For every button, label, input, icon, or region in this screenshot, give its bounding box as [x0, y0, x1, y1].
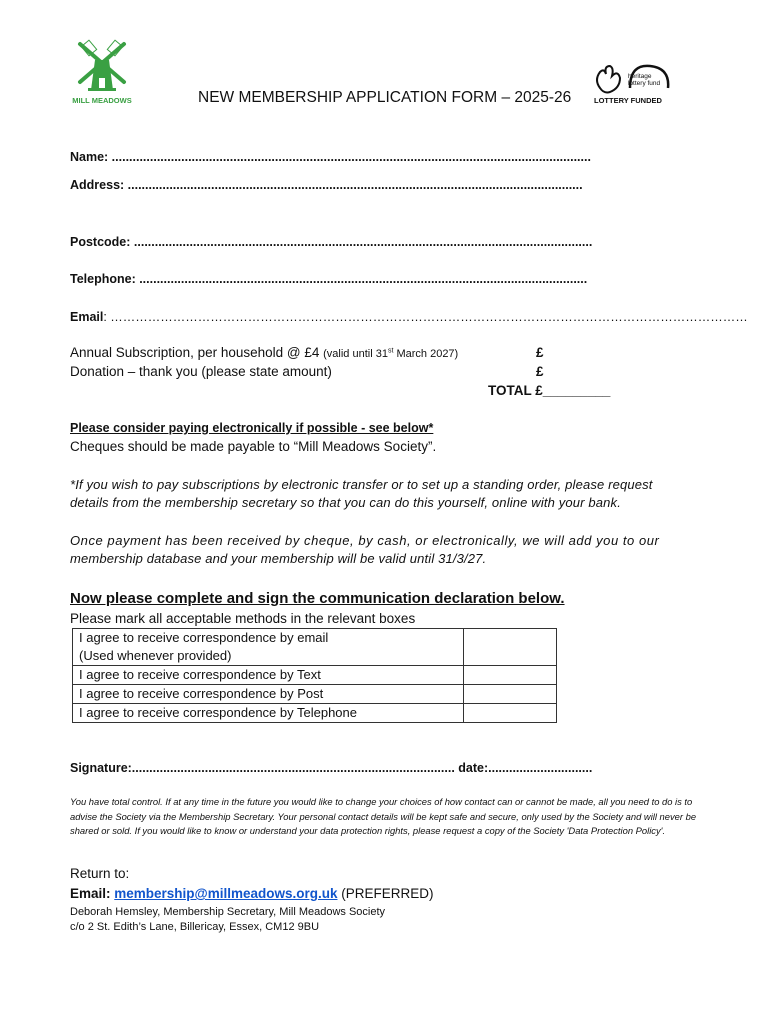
received-note-line2: membership database and your membership will be valid until 31/3/27. — [70, 551, 487, 566]
communication-heading: Now please complete and sign the communication declaration below. — [70, 590, 565, 607]
return-heading: Return to: — [70, 866, 130, 881]
return-email-label: Email: — [70, 886, 115, 901]
annual-validity-sup: st — [387, 347, 394, 355]
communication-instruction: Please mark all acceptable methods in the relevant boxes — [70, 611, 416, 626]
option-email-label — [73, 629, 464, 666]
electronic-payment-heading: Please consider paying electronically if possible - see below* — [70, 421, 434, 435]
heritage-text: heritage — [628, 73, 652, 80]
option-telephone-label: I agree to receive correspondence by Telephone — [73, 704, 464, 723]
mill-meadows-logo — [66, 38, 138, 108]
communication-table — [72, 628, 557, 723]
transfer-note-line1: *If you wish to pay subscriptions by electronic transfer or to set up a standing order, please request — [70, 477, 653, 492]
cheques-note: Cheques should be made payable to “Mill Meadows Society”. — [70, 439, 437, 454]
annual-subscription-line — [70, 345, 458, 360]
windmill-icon — [66, 38, 138, 108]
option-email-line1: I agree to receive correspondence by email — [79, 630, 329, 645]
telephone-field[interactable]: Telephone: ................................................................................................................................. — [70, 272, 588, 286]
lottery-fund-text: lottery fund — [628, 80, 661, 87]
option-text-label: I agree to receive correspondence by Text — [73, 666, 464, 685]
annual-validity-post: March 2027) — [393, 348, 459, 360]
return-address-line2: c/o 2 St. Edith’s Lane, Billericay, Essex, CM12 9BU — [70, 921, 320, 933]
privacy-note: You have total control. If at any time in the future you would like to change your choices of how contact can or cannot be made, all you need to do is to advise the Society via the Membership Secretary. Your personal contact details will be kept safe and secure, only used by the Society and will never be shared or sold. If you would like to know or understand your data protection rights, please request a copy of the Society 'Data Protection Policy'. — [70, 796, 697, 836]
total-blank: _________ — [542, 383, 611, 398]
logo-text: MILL MEADOWS — [72, 96, 132, 105]
table-row — [73, 666, 557, 685]
donation-line: Donation – thank you (please state amount) — [70, 364, 332, 379]
postcode-field[interactable]: Postcode: .................................................................................................................................... — [70, 235, 593, 249]
table-row — [73, 704, 557, 723]
annual-subscription-label: Annual Subscription, per household @ £4 — [70, 345, 324, 360]
table-row — [73, 629, 557, 666]
option-text-checkbox[interactable] — [464, 666, 557, 685]
signature-line[interactable]: Signature:............................................................................................. date:.............................. — [70, 761, 593, 775]
email-field-label: Email — [70, 310, 104, 324]
return-email-line — [70, 886, 434, 901]
email-field-dots: : ……………………………………………………………………………………………………………………………………… — [103, 310, 748, 324]
option-post-checkbox[interactable] — [464, 685, 557, 704]
total-line[interactable] — [488, 383, 610, 398]
lottery-logo — [590, 58, 676, 106]
annual-currency: £ — [536, 345, 544, 360]
return-address-line1: Deborah Hemsley, Membership Secretary, Mill Meadows Society — [70, 906, 386, 918]
address-field[interactable]: Address: ................................................................................................................................... — [70, 178, 583, 192]
option-email-checkbox[interactable] — [464, 629, 557, 666]
lottery-funded-text: LOTTERY FUNDED — [594, 96, 662, 105]
annual-validity-pre: (valid until 31 — [323, 348, 388, 360]
name-field[interactable]: Name: .......................................................................................................................................... — [70, 150, 591, 164]
email-field[interactable] — [70, 310, 748, 324]
return-preferred: (PREFERRED) — [337, 886, 434, 901]
option-email-line2: (Used whenever provided) — [79, 648, 232, 663]
lottery-hand-icon — [590, 58, 676, 106]
option-post-label: I agree to receive correspondence by Post — [73, 685, 464, 704]
transfer-note-line2: details from the membership secretary so that you can do this yourself, online with your bank. — [70, 495, 621, 510]
total-label: TOTAL £ — [488, 383, 543, 398]
received-note-line1: Once payment has been received by cheque, by cash, or electronically, we will add you to our — [70, 533, 660, 548]
donation-currency: £ — [536, 364, 544, 379]
option-telephone-checkbox[interactable] — [464, 704, 557, 723]
table-row — [73, 685, 557, 704]
annual-validity — [323, 348, 458, 360]
return-email-link[interactable]: membership@millmeadows.org.uk — [114, 886, 338, 901]
form-title: NEW MEMBERSHIP APPLICATION FORM – 2025-26 — [198, 89, 572, 106]
